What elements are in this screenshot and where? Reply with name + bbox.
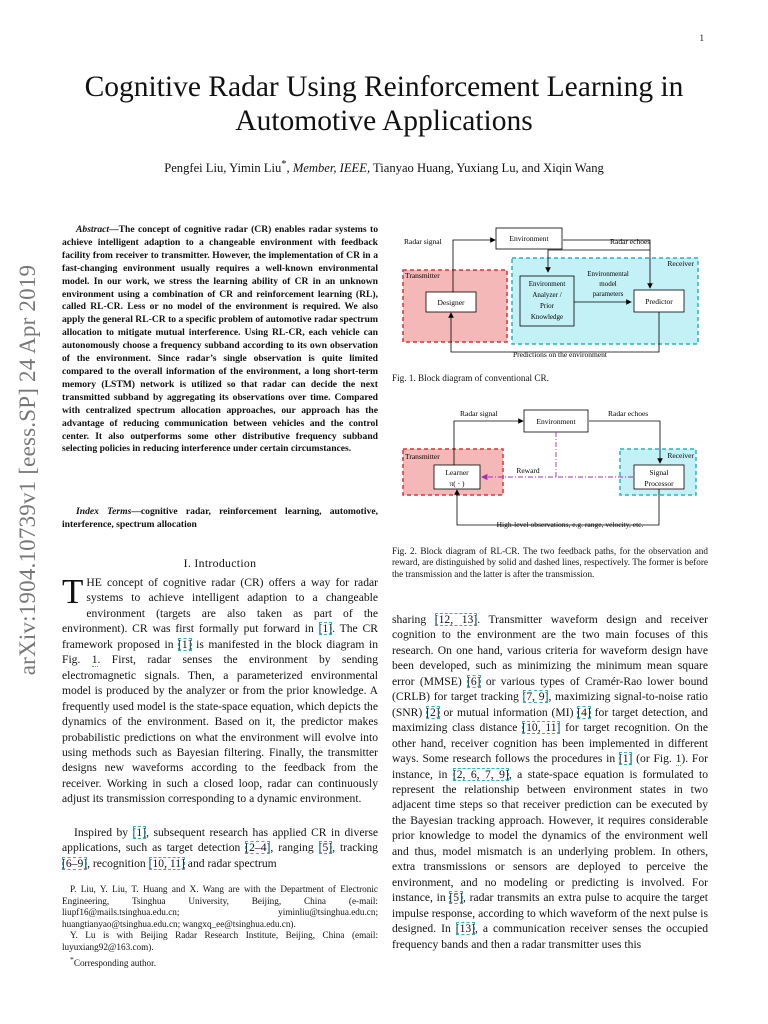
other-authors: Tianyao Huang, Yuxiang Lu, and Xiqin Wang xyxy=(370,161,604,176)
body-text: sharing xyxy=(392,613,435,626)
footnote-corresponding xyxy=(62,954,378,970)
figure-2-caption: Fig. 2. Block diagram of RL-CR. The two feedback paths, for the observation and reward, are distinguished by solid and dashed lines, respectively. The former is before the transmission and the latter is after the transmission. xyxy=(392,546,708,579)
citation-link[interactable]: [2–4] xyxy=(245,841,271,855)
intro-text: . First, radar senses the environment by sending electromagnetic signals. Then, a parameterized environmental model is produced by the analyzer or from the prior knowledge. A frequently used model is the state-space equation, which depicts the dynamics of the environment. Based on it, the predictor makes probabilistic predictions on what the environment will evolve into using methods such as Bayesian filtering. Finally, the transmitter designs new waveforms according to the feedback from the receiver. Working in such a closed loop, radar can continuously adjust its transmission corresponding to a dynamic environment. xyxy=(62,653,378,806)
footnote-affiliation: P. Liu, Y. Liu, T. Huang and X. Wang are with the Department of Electronic Engineering, Tsinghua University, Beijing, China (e-mail: liupf16@mails.tsinghua.edu.cn; yiminliu@tsinghua.edu.cn; huangtianyao@tsinghua.edu.cn; wangxq_ee@tsinghua.edu.cn). xyxy=(62,884,378,929)
citation-link[interactable]: [4] xyxy=(577,705,591,719)
body-text: ). For instance, in xyxy=(392,752,709,781)
body-text: (or Fig. xyxy=(632,752,676,766)
predictor-label: Predictor xyxy=(645,297,673,306)
member-ieee: Member, IEEE, xyxy=(292,161,371,176)
predictions-label: Predictions on the environment xyxy=(513,350,607,359)
citation-link[interactable]: [10, 11] xyxy=(148,856,185,870)
citation-link[interactable]: [6] xyxy=(467,674,481,688)
arxiv-stamp-text: arXiv:1904.10739v1 [eess.SP] 24 Apr 2019 xyxy=(15,264,40,676)
section-heading: I. Introduction xyxy=(183,556,257,570)
body-text: , a state-space equation is formulated to represent the relationship between environment states in two adjacent time steps so that receiver prediction can be executed by the Bayesian tracking approach. However, it requires considerable prior knowledge to model the dynamics of the environment well and thus, model mismatch is an underlying problem. In others, extra transmissions or sensors are deployed to perceive the environment, and no modeling or predicting is involved. For instance, in xyxy=(392,767,708,905)
model-line-2: model xyxy=(599,280,617,288)
intro-text: . The CR framework proposed in xyxy=(62,622,378,651)
body-text: for target recognition. On the other hand, receiver cognition has been implemented in different ways. Some research follows the procedures in xyxy=(392,721,708,766)
right-column-text xyxy=(392,612,708,952)
title-line-2: Automotive Applications xyxy=(235,105,533,137)
citation-link[interactable]: [12, 13] xyxy=(434,613,478,626)
intro-text: , subsequent research has applied CR in diverse applications, such as target detection xyxy=(62,826,378,855)
citation-link[interactable]: [1] xyxy=(178,637,192,651)
signal-processor-line-1: Signal xyxy=(649,468,669,477)
title-line-1: Cognitive Radar Using Reinforcement Learning in xyxy=(84,71,684,103)
policy-label: π( · ) xyxy=(449,479,465,488)
intro-text: , ranging xyxy=(270,841,319,855)
observations-label: High-level observations, e.g. range, velocity, etc. xyxy=(496,520,644,529)
transmitter-label: Transmitter xyxy=(405,271,440,280)
reward-label: Reward xyxy=(516,466,540,475)
learner-label: Learner xyxy=(445,468,469,477)
body-text: or various types of Cramér-Rao lower bound (CRLB) for target tracking xyxy=(392,674,708,704)
intro-text: Inspired by xyxy=(74,826,133,839)
footnote-lu: Y. Lu is with Beijing Radar Research Institute, Beijing, China (email: luyuxiang92@163.com). xyxy=(62,930,378,952)
radar-echoes-label: Radar echoes xyxy=(610,237,651,246)
page-number: 1 xyxy=(699,33,704,43)
index-terms xyxy=(62,506,378,532)
footnote-text: Corresponding author. xyxy=(73,957,156,968)
figure-2-diagram xyxy=(398,403,708,533)
author-list xyxy=(40,159,728,176)
drop-cap: T xyxy=(62,572,84,611)
index-terms-text: —cognitive radar, reinforcement learning, automotive, interference, spectrum allocation xyxy=(62,506,378,530)
figure-link[interactable]: 1 xyxy=(675,752,682,766)
citation-link[interactable]: [1] xyxy=(132,826,147,839)
intro-paragraph-2 xyxy=(62,825,378,871)
citation-link[interactable]: [1] xyxy=(318,622,333,636)
figure-1-caption: Fig. 1. Block diagram of conventional CR. xyxy=(392,373,549,383)
analyzer-line-2: Analyzer / xyxy=(532,291,562,299)
designer-label: Designer xyxy=(437,298,465,307)
analyzer-line-4: Knowledge xyxy=(530,313,564,321)
author-2: Yimin Liu xyxy=(229,161,282,176)
citation-link[interactable]: [2, 6, 7, 9] xyxy=(452,767,509,781)
citation-link[interactable]: [2] xyxy=(426,705,440,719)
intro-paragraph-1 xyxy=(62,572,378,807)
radar-echoes-label: Radar echoes xyxy=(608,409,649,418)
footnotes xyxy=(62,884,378,969)
intro-text: , recognition xyxy=(87,856,149,870)
paper-title xyxy=(40,70,728,138)
model-line-3: parameters xyxy=(592,290,624,298)
abstract xyxy=(62,224,378,456)
receiver-label: Receiver xyxy=(667,259,694,268)
figure-link[interactable]: 1 xyxy=(91,653,98,667)
analyzer-line-1: Environment xyxy=(528,280,566,288)
author-1: Pengfei Liu, xyxy=(164,161,230,176)
intro-text: and radar spectrum xyxy=(184,856,277,870)
environment-label: Environment xyxy=(509,234,549,243)
citation-link[interactable]: [5] xyxy=(318,841,333,855)
figure-1-diagram xyxy=(398,226,708,360)
abstract-label: Abstract xyxy=(76,224,110,235)
body-text: , maximizing signal-to-noise ratio (SNR) xyxy=(392,690,708,719)
intro-text: , tracking xyxy=(332,841,378,855)
citation-link[interactable]: [10, 11] xyxy=(522,721,561,735)
index-terms-label: Index Terms xyxy=(76,506,132,517)
radar-signal-label: Radar signal xyxy=(404,237,442,246)
body-text: for target detection, and maximizing class distance xyxy=(392,705,708,735)
intro-text: HE concept of cognitive radar (CR) offers a way for radar systems to achieve intelligent adaption to a changeable environment (targets are also taken as part of the environment). CR was first formally put forward in xyxy=(62,576,378,636)
corresponding-mark: * xyxy=(281,159,287,170)
abstract-text: —The concept of cognitive radar (CR) enables radar systems to achieve intelligent adaption to a changeable environment with feedback facility from receiver to transmitter. However, the implementation of CR in a fast-changing environment usually requires a well-known environmental model. In our work, we stress the learning ability of CR in an unknown environment using a combination of CR and reinforcement learning (RL), called RL-CR. Less or no model of the environment is required. We also apply the general RL-CR to a specific problem of automotive radar spectrum allocation to mitigate mutual interference. Using RL-CR, each vehicle can autonomously choose a frequency subband according to its own observation of the environment. Since radar’s single observation is quite limited compared to the overall information of the environment, a long short-term memory (LSTM) network is utilized so that radar can decide the next transmitted subband by aggregating its observations over time. Compared with centralized spectrum allocation approaches, our approach has the advantage of reducing communication between vehicles and the control center. It also outperforms some other distributive frequency subband selecting policies in reducing interference under certain circumstances. xyxy=(62,224,378,455)
body-text: or mutual information (MI) xyxy=(439,705,578,719)
footnote-mark: * xyxy=(70,954,74,964)
citation-link[interactable]: [6–9] xyxy=(62,856,88,870)
author-2-suffix: , xyxy=(286,161,293,176)
receiver-label: Receiver xyxy=(667,451,694,460)
citation-link[interactable]: [13] xyxy=(455,922,476,936)
radar-signal-label: Radar signal xyxy=(460,409,498,418)
body-text: , radar transmits an extra pulse to acquire the target impulse response, according to which waveform of the next pulse is designed. In xyxy=(392,891,708,936)
transmitter-label: Transmitter xyxy=(405,452,440,461)
model-line-1: Environmental xyxy=(587,270,629,278)
arxiv-stamp[interactable] xyxy=(6,230,50,710)
citation-link[interactable]: [1] xyxy=(618,752,633,766)
citation-link[interactable]: [7, 9] xyxy=(522,690,549,704)
signal-processor-line-2: Processor xyxy=(644,479,674,488)
intro-text: is manifested in the block diagram in Fig. xyxy=(62,637,378,667)
body-text: . Transmitter waveform design and receiver cognition to the environment are the two main focuses of this research. On one hand, various criteria for waveform design have been developed, such as minimizing the minimum mean square error (MMSE) xyxy=(392,613,708,688)
citation-link[interactable]: [5] xyxy=(449,891,463,905)
body-text: , a communication receiver senses the occupied frequency bands and then a radar transmitter uses this xyxy=(392,922,708,951)
analyzer-line-3: Prior xyxy=(540,302,554,310)
environment-label: Environment xyxy=(536,417,576,426)
